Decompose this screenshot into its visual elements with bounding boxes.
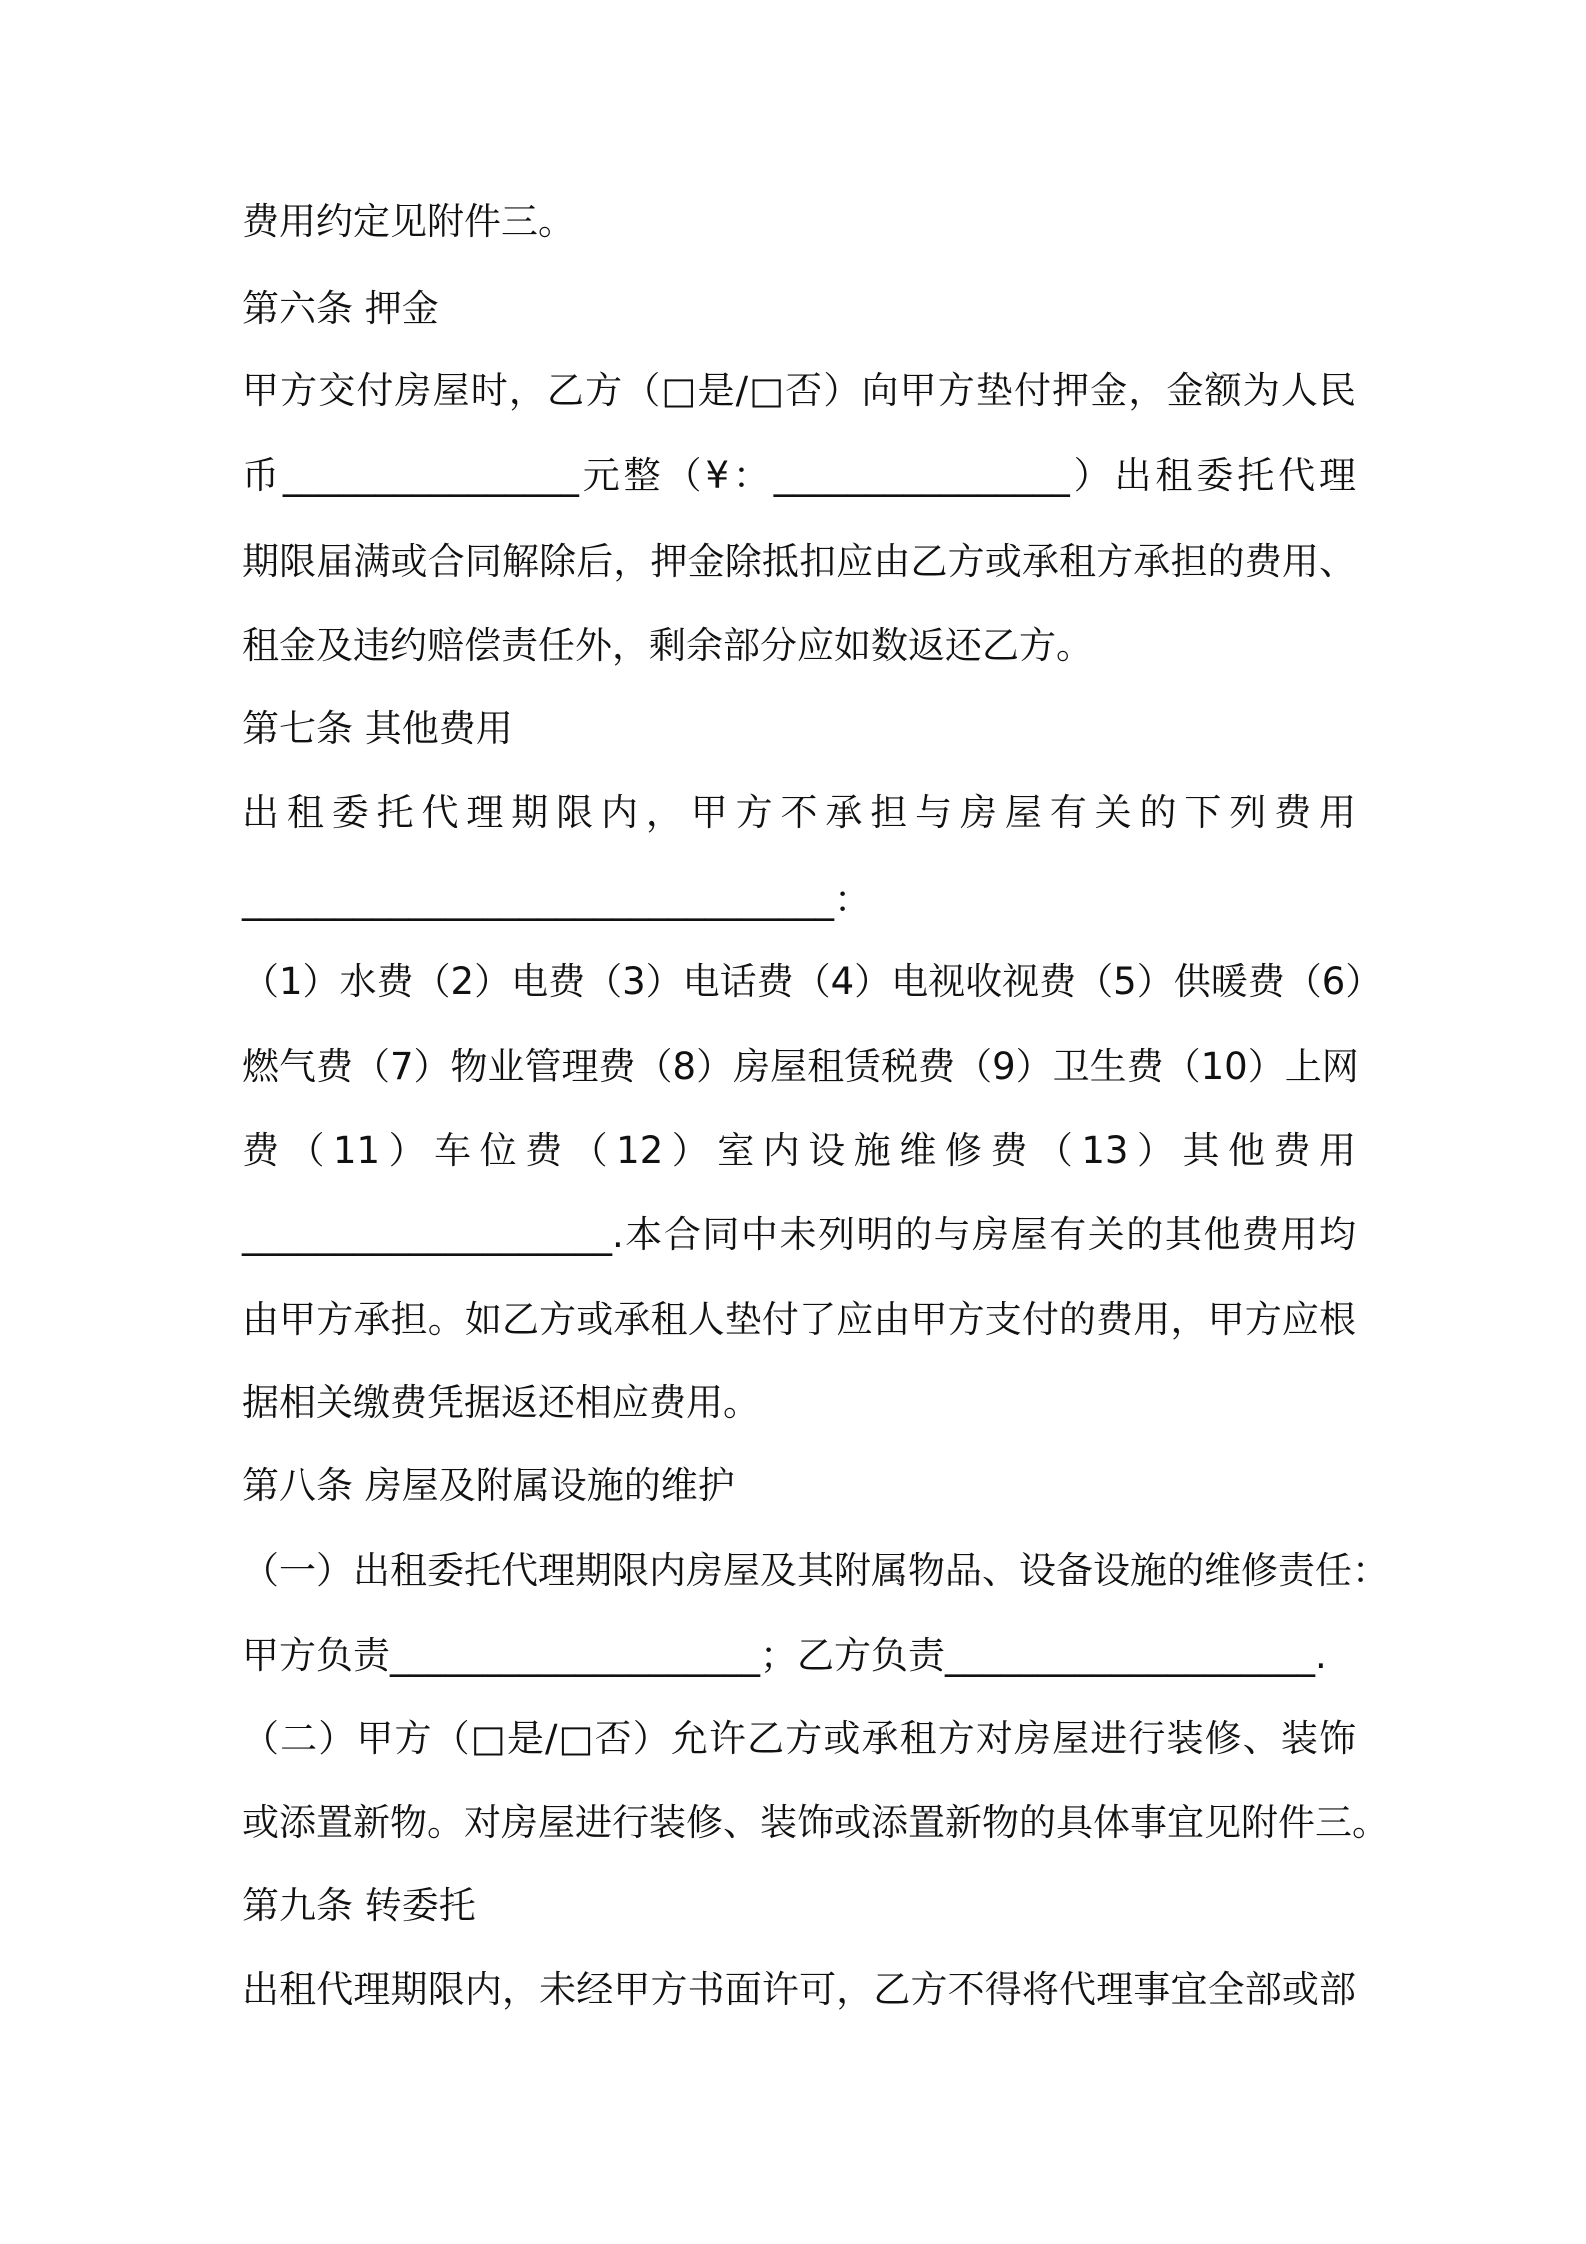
- paragraph-line: 期限届满或合同解除后，押金除抵扣应由乙方或承租方承担的费用、: [242, 540, 1356, 583]
- paragraph-line: 甲方负责____________________；乙方负责____________________.: [242, 1634, 1327, 1677]
- paragraph-line: （二）甲方（□是/□否）允许乙方或承租方对房屋进行装修、装饰: [242, 1717, 1356, 1760]
- paragraph-line: 或添置新物。对房屋进行装修、装饰或添置新物的具体事宜见附件三。: [242, 1801, 1389, 1844]
- paragraph-line: 币________________元整（¥：________________）出租委托代理: [242, 454, 1356, 497]
- paragraph-line: 出租代理期限内，未经甲方书面许可，乙方不得将代理事宜全部或部: [242, 1968, 1356, 2011]
- paragraph-line: ____________________.本合同中未列明的与房屋有关的其他费用均: [242, 1213, 1356, 1256]
- paragraph-line: （一）出租委托代理期限内房屋及其附属物品、设备设施的维修责任：: [242, 1549, 1389, 1592]
- article-heading: 第七条 其他费用: [242, 707, 513, 750]
- paragraph-line: 据相关缴费凭据返还相应费用。: [242, 1381, 760, 1424]
- paragraph-line: 出租委托代理期限内，甲方不承担与房屋有关的下列费用: [242, 791, 1356, 834]
- paragraph-line: 费（11）车位费（12）室内设施维修费（13）其他费用: [242, 1129, 1356, 1172]
- paragraph-line: 由甲方承担。如乙方或承租人垫付了应由甲方支付的费用，甲方应根: [242, 1298, 1356, 1341]
- paragraph-line: 燃气费（7）物业管理费（8）房屋租赁税费（9）卫生费（10）上网: [242, 1045, 1359, 1088]
- paragraph-line: ________________________________：: [242, 878, 871, 921]
- paragraph-line: 甲方交付房屋时，乙方（□是/□否）向甲方垫付押金，金额为人民: [242, 369, 1356, 412]
- paragraph-line: 租金及违约赔偿责任外，剩余部分应如数返还乙方。: [242, 624, 1093, 667]
- paragraph-line: 费用约定见附件三。: [242, 200, 575, 243]
- paragraph-line: （1）水费（2）电费（3）电话费（4）电视收视费（5）供暖费（6）: [242, 960, 1383, 1003]
- article-heading: 第六条 押金: [242, 287, 439, 330]
- article-heading: 第八条 房屋及附属设施的维护: [242, 1464, 735, 1507]
- article-heading: 第九条 转委托: [242, 1884, 476, 1927]
